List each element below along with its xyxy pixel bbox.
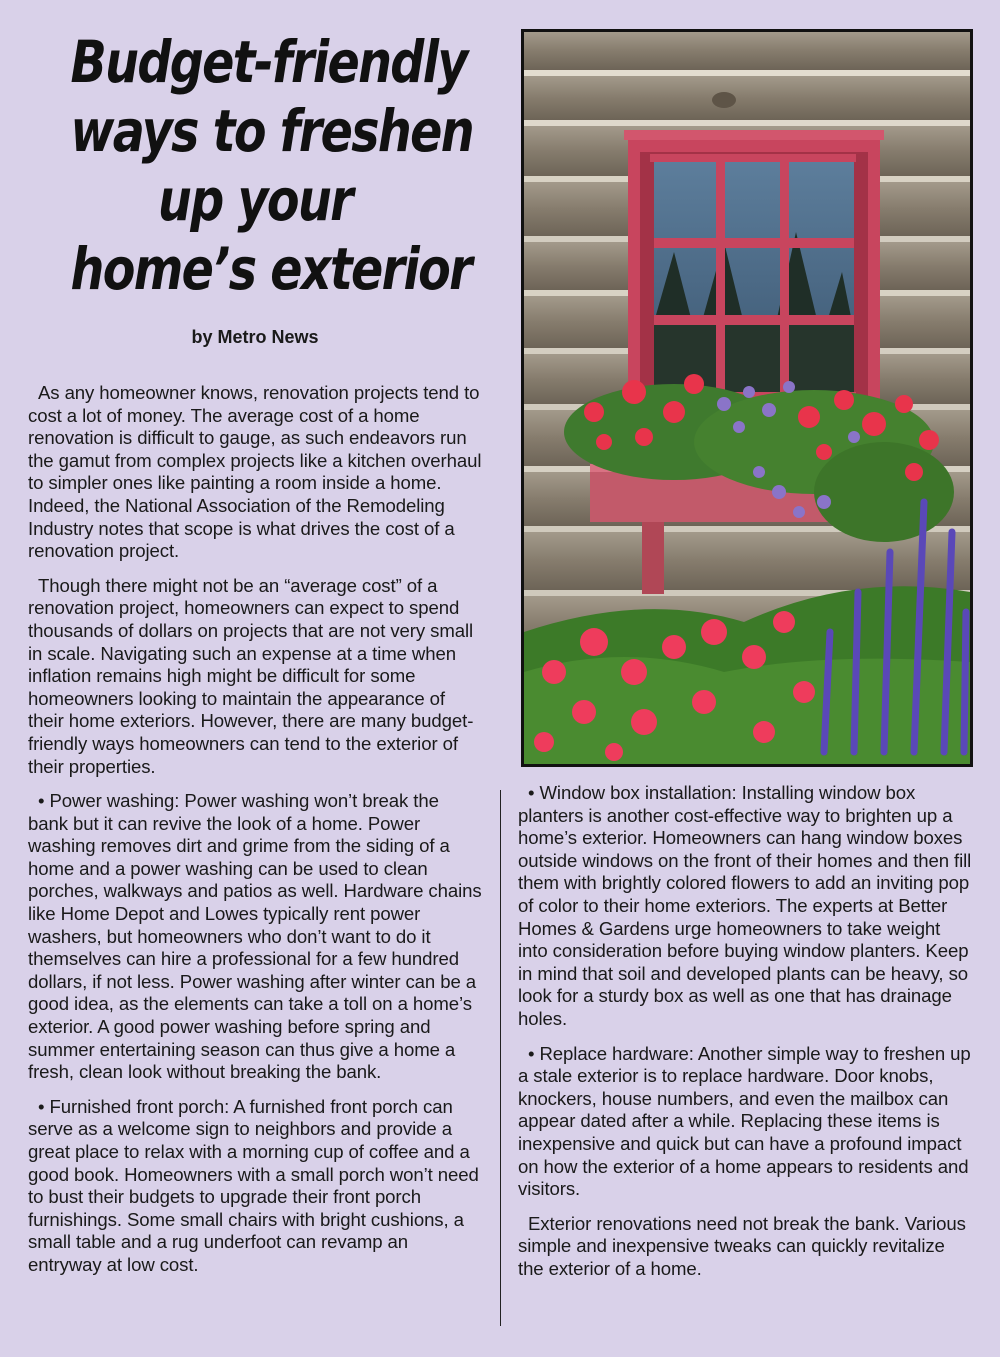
headline-line-4: home’s exterior	[70, 235, 471, 303]
window-flowers-photo	[521, 29, 973, 767]
paragraph-window-box: • Window box installation: Installing window box planters is another cost-effective way to brighten up a home’s exterior. Homeowners can hang window boxes outside windows on the front of their homes and then fill them with brightly colored flowers to add an inviting pop of color to their home exteriors. The experts at Better Homes & Gardens urge homeowners to take weight into consideration before buying window planters. Keep in mind that soil and developed plants can be heavy, so look for a sturdy box as well as one that has drainage holes.	[518, 782, 972, 1029]
paragraph-front-porch: • Furnished front porch: A furnished front porch can serve as a welcome sign to neighbors and provide a great place to relax with a morning cup of coffee and a good book. Homeowners with a small porch won’t need to bust their budgets to upgrade their front porch furnishings. Some small chairs with bright cushions, a small table and a rug underfoot can revamp an entryway at low cost.	[28, 1095, 479, 1275]
paragraph-intro: As any homeowner knows, renovation projects tend to cost a lot of money. The average cost of a home renovation is difficult to gauge, as such endeavors run the gamut from complex projects like a kitchen overhaul to simpler ones like painting a room inside a home. Indeed, the National Association of the Remodeling Industry notes that scope is what drives the cost of a renovation project.	[28, 382, 482, 562]
headline-line-1: Budget-friendly	[70, 28, 467, 96]
column-divider	[500, 790, 501, 1326]
headline-line-2: ways to freshen	[70, 97, 473, 165]
paragraph-average-cost: Though there might not be an “average cost” of a renovation project, homeowners can expect to spend thousands of dollars on projects that are not very small in scale. Navigating such an expense at a time when inflation remains high might be difficult for some homeowners looking to maintain the appearance of their home exteriors. However, there are many budget-friendly ways homeowners can tend to the exterior of their properties.	[28, 574, 474, 777]
paragraph-conclusion: Exterior renovations need not break the bank. Various simple and inexpensive tweaks can quickly revitalize the exterior of a home.	[518, 1212, 966, 1279]
left-column	[28, 382, 483, 1289]
byline: by Metro News	[191, 327, 319, 347]
headline	[30, 28, 480, 304]
right-column	[518, 782, 973, 1292]
paragraph-replace-hardware: • Replace hardware: Another simple way to freshen up a stale exterior is to replace hardware. Door knobs, knockers, house numbers, and even the mailbox can appear dated after a while. Replacing these items is inexpensive and quick but can have a profound impact on how the exterior of a home appears to residents and visitors.	[518, 1042, 971, 1200]
headline-line-3: up your	[158, 166, 352, 234]
photo-illustration	[524, 32, 970, 764]
paragraph-power-washing: • Power washing: Power washing won’t break the bank but it can revive the look of a home. Power washing removes dirt and grime from the siding of a home and a power washing can be used to clean porches, walkways and patios as well. Hardware chains like Home Depot and Lowes typically rent power washers, but homeowners who don’t want to do it themselves can hire a professional for a few hundred dollars, if not less. Power washing after winter can be a good idea, as the elements can take a toll on a home’s exterior. A good power washing before spring and summer entertaining season can thus give a home a fresh, clean look without breaking the bank.	[28, 790, 482, 1083]
